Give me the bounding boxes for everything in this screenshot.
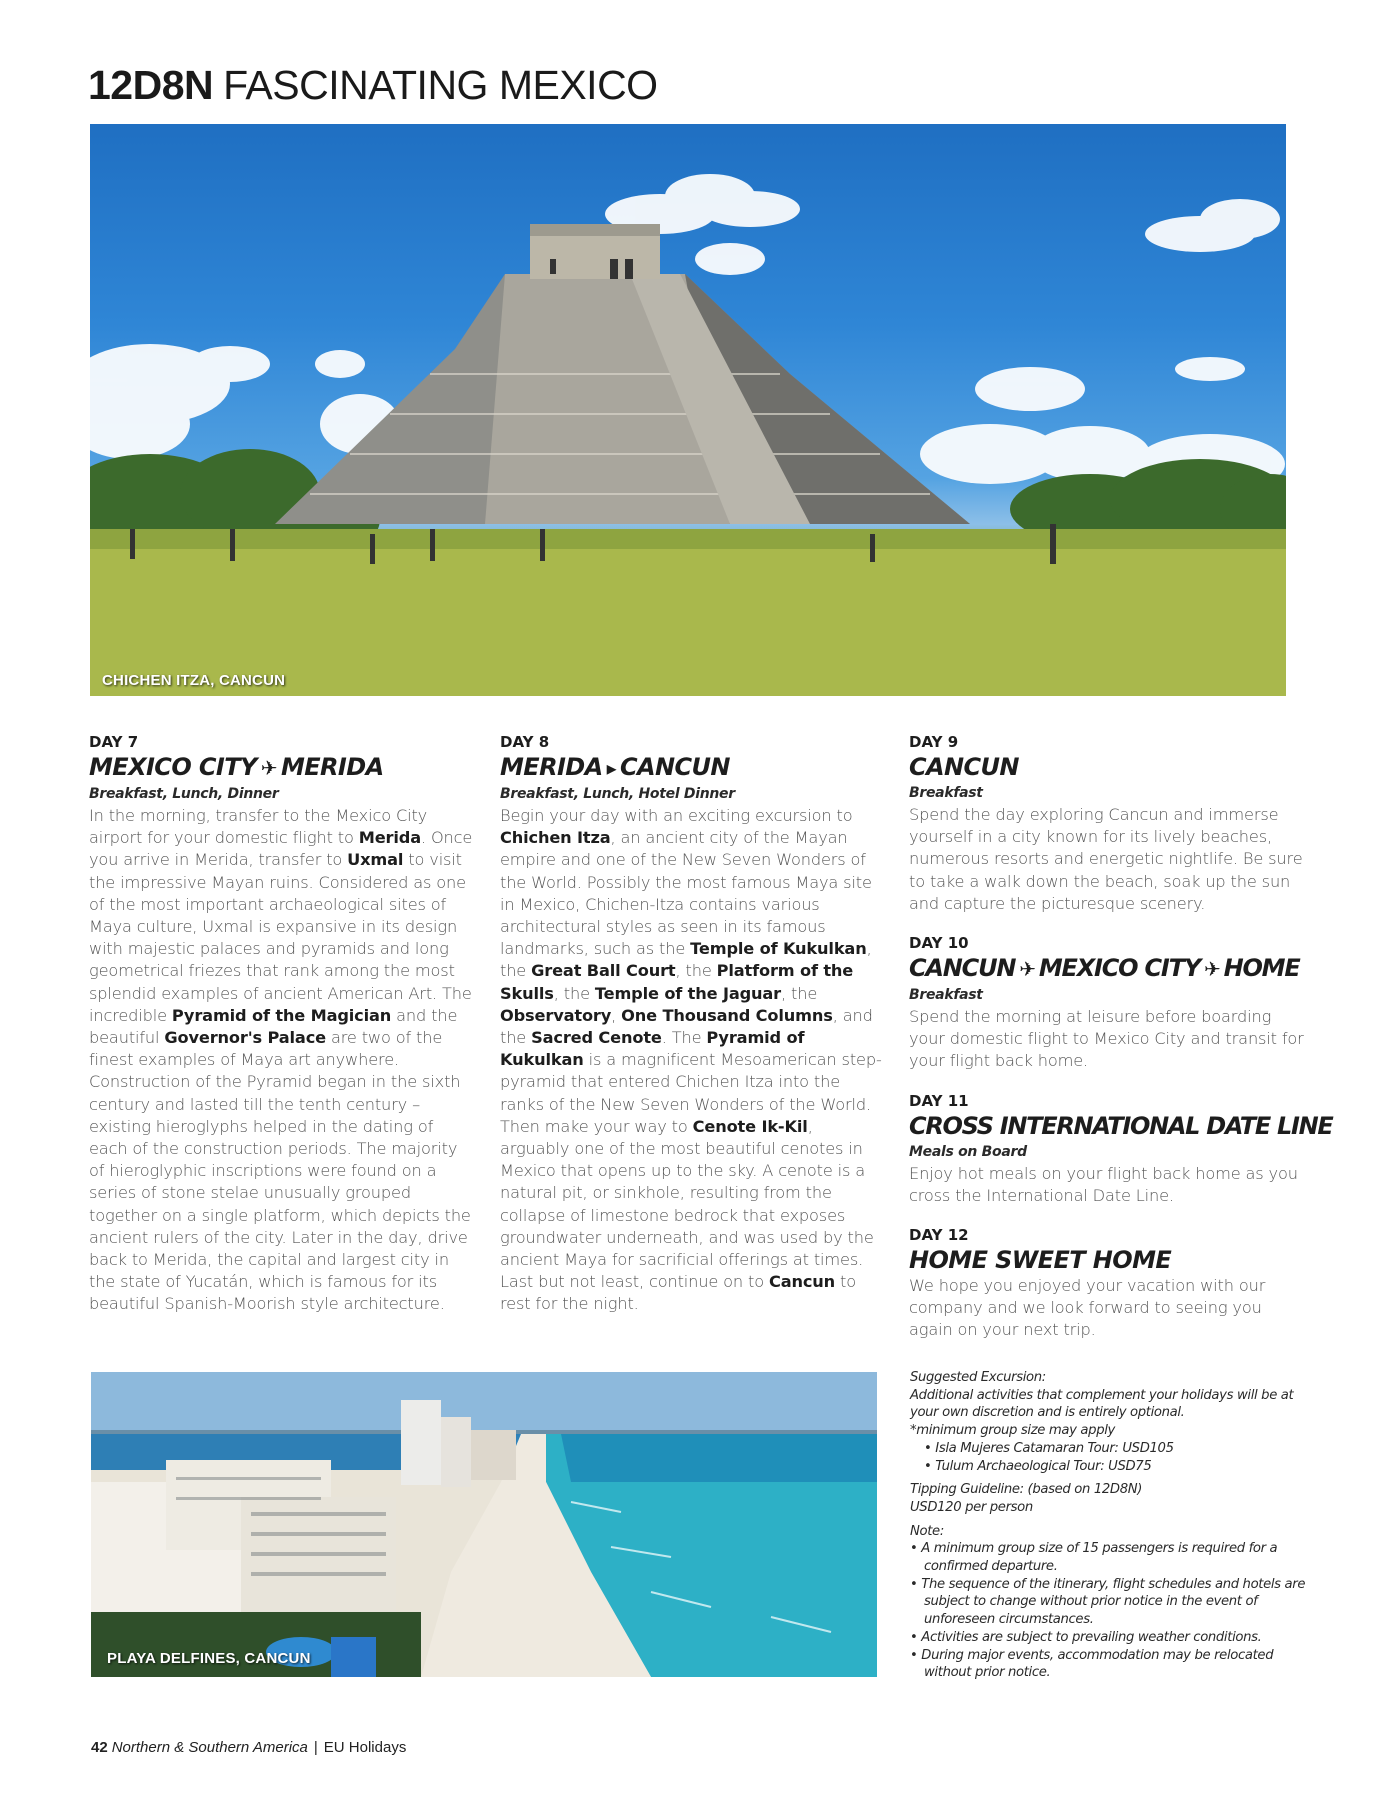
column-day-8 <box>500 732 885 1332</box>
note-item: • During major events, accommodation may be relocated without prior notice. <box>910 1647 1274 1681</box>
day-label: DAY 7 <box>89 733 139 751</box>
day-title: HOME SWEET HOME <box>909 1246 1172 1275</box>
text-run: Spend the day exploring Cancun and immerse yourself in a city known for its lively beaches, numerous resorts and energetic nightlife. Be sure to take a walk down the beach, soak up the sun and capture the picturesque scenery. <box>909 805 1303 913</box>
highlight-place: One Thousand Columns <box>621 1005 833 1025</box>
text-run: to rest for the night. <box>500 1272 857 1314</box>
day-10-block <box>909 933 1304 1073</box>
day-description <box>909 804 1304 915</box>
highlight-place: Chichen Itza <box>500 828 611 848</box>
day-title <box>909 953 1304 984</box>
day-title: CANCUN <box>909 753 1019 781</box>
beach-caption: PLAYA DELFINES, CANCUN <box>107 1650 311 1667</box>
day-title: CROSS INTERNATIONAL DATE LINE <box>909 1111 1333 1140</box>
tour-code: 12D8N <box>88 62 214 108</box>
day-9-block <box>909 732 1304 915</box>
text-run: and the beautiful <box>89 1005 458 1048</box>
page-title <box>88 62 658 109</box>
text-run: . The <box>661 1028 707 1048</box>
text-run: are two of the finest examples of Maya art anywhere. Construction of the Pyramid began in the sixth century and lasted till the tenth century – existing hieroglyphs helped in the dating of each of the construction periods. The majority of hieroglyphic inscriptions were found on a series of stone stelae unusually grouped together on a single platform, which depicts the ancient rulers of the city. Later in the day, drive back to Merida, the capital and largest city in the state of Yucatán, which is famous for its beautiful Spanish-Moorish style architecture. <box>89 1028 471 1314</box>
bullet-icon: • <box>910 1576 918 1592</box>
beach-photo-playa-delfines <box>91 1372 877 1677</box>
page-footer <box>91 1739 406 1756</box>
text-run: , the <box>781 983 818 1003</box>
text-run: , an ancient city of the Mayan empire and one of the New Seven Wonders of the World. Possibly the most famous Maya site in Mexico, Chichen-Itza contains various architectural styles as seen in its famous landmarks, such as the <box>500 828 872 959</box>
text-run: We hope you enjoyed your vacation with our company and we look forward to seeing you again on your next trip. <box>909 1276 1266 1340</box>
highlight-place: Pyramid of Kukulkan <box>500 1028 805 1070</box>
day-description <box>500 805 885 1316</box>
day-label: DAY 8 <box>500 733 550 751</box>
note-heading: Note: <box>910 1523 944 1539</box>
text-run: Enjoy hot meals on your flight back home as you cross the International Date Line. <box>909 1163 1298 1205</box>
excursion-min-note: *minimum group size may apply <box>910 1423 1115 1439</box>
day-8-block <box>500 732 885 1316</box>
highlight-place: Temple of the Jaguar <box>594 983 782 1003</box>
tipping-heading: Tipping Guideline: (based on 12D8N) <box>910 1482 1143 1498</box>
column-days-9-12 <box>909 732 1333 1360</box>
day-label: DAY 12 <box>909 1226 969 1245</box>
note-item: • A minimum group size of 15 passengers is required for a confirmed departure. <box>910 1541 1278 1575</box>
note-item: • The sequence of the itinerary, flight schedules and hotels are subject to change without prior notice in the event of unforeseen circumstances. <box>910 1576 1306 1628</box>
highlight-place: Cancun <box>768 1272 836 1292</box>
text-run: , arguably one of the most beautiful cenotes in Mexico that opens up to the sky. A cenote is a natural pit, or sinkhole, resulting from the collapse of limestone bedrock that exposes groundwater underneath, and was used by the ancient Maya for sacrificial offerings at times. Last but not least, continue on to <box>500 1116 874 1292</box>
day-11-block <box>909 1091 1333 1207</box>
highlight-place: Observatory <box>500 1005 612 1025</box>
excursion-text: Additional activities that complement your holidays will be at your own discretion and is entirely optional. <box>910 1387 1294 1421</box>
column-day-7 <box>89 732 474 1332</box>
meals-included: Breakfast <box>909 785 983 801</box>
bullet-icon: • <box>924 1440 932 1456</box>
brand-name: EU Holidays <box>323 1739 407 1756</box>
day-description <box>909 1163 1304 1207</box>
footer-separator: | <box>313 1739 318 1756</box>
page-number: 42 <box>91 1739 108 1756</box>
day-label: DAY 10 <box>909 934 969 953</box>
text-run: In the morning, transfer to the Mexico City airport for your domestic flight to <box>89 806 428 848</box>
triangle-right-icon: ▸ <box>606 756 617 780</box>
beach-illustration <box>91 1372 877 1677</box>
day-description <box>89 805 474 1316</box>
day-12-block <box>909 1225 1304 1342</box>
day-title-origin: MEXICO CITY <box>89 753 257 781</box>
highlight-place: Great Ball Court <box>531 961 676 981</box>
airplane-icon: ✈ <box>1204 957 1220 982</box>
day-label: DAY 11 <box>909 1091 969 1110</box>
highlight-place: Merida <box>358 828 421 848</box>
bullet-icon: • <box>910 1647 918 1663</box>
text-run: Begin your day with an exciting excursion to <box>500 806 853 825</box>
bullet-icon: • <box>924 1458 932 1474</box>
meals-included: Breakfast, Lunch, Dinner <box>89 786 279 802</box>
day-title-via: MEXICO CITY <box>1038 954 1201 983</box>
highlight-place: Temple of Kukulkan <box>690 939 867 959</box>
text-run: . Once you arrive in Merida, transfer to <box>89 828 473 870</box>
meals-included: Meals on Board <box>909 1143 1027 1160</box>
day-title-origin: MERIDA <box>500 753 603 781</box>
text-run: , and the <box>500 1005 873 1048</box>
excursion-item: • Tulum Archaeological Tour: USD75 <box>924 1458 1152 1474</box>
meals-included: Breakfast, Lunch, Hotel Dinner <box>500 786 735 802</box>
highlight-place: Platform of the Skulls <box>500 961 854 1003</box>
text-run: to visit the impressive Mayan ruins. Considered as one of the most important archaeological sites of Maya culture, Uxmal is expansive in its design with majestic palaces and pyramids and long geometrical friezes that rank among the most splendid examples of ancient American Art. The incredible <box>89 850 472 1025</box>
tour-name: FASCINATING MEXICO <box>223 62 658 108</box>
hero-photo-chichen-itza <box>90 124 1286 696</box>
tipping-block <box>910 1481 1310 1516</box>
text-run: Spend the morning at leisure before boarding your domestic flight to Mexico City and transit for your flight back home. <box>909 1007 1304 1071</box>
excursion-item: • Isla Mujeres Catamaran Tour: USD105 <box>924 1440 1174 1456</box>
highlight-place: Pyramid of the Magician <box>171 1005 392 1025</box>
hero-caption: CHICHEN ITZA, CANCUN <box>102 672 286 689</box>
day-title-origin: CANCUN <box>909 954 1016 983</box>
excursion-heading: Suggested Excursion: <box>910 1370 1046 1385</box>
highlight-place: Governor's Palace <box>164 1028 326 1048</box>
day-title <box>500 752 885 783</box>
tipping-value: USD120 per person <box>910 1499 1033 1515</box>
note-block <box>910 1523 1310 1682</box>
pyramid-illustration <box>90 124 1286 696</box>
airplane-icon: ✈ <box>260 756 277 780</box>
day-title-destination: CANCUN <box>620 753 730 781</box>
note-item: • Activities are subject to prevailing weather conditions. <box>910 1629 1262 1645</box>
airplane-icon: ✈ <box>1019 957 1035 982</box>
day-description <box>909 1006 1304 1073</box>
text-run: , the <box>675 961 717 981</box>
highlight-place: Uxmal <box>347 850 404 870</box>
day-title-destination: HOME <box>1223 954 1300 983</box>
notes-section <box>910 1369 1310 1682</box>
highlight-place: Cenote Ik-Kil <box>692 1116 808 1136</box>
text-run: , the <box>500 939 872 981</box>
bullet-icon: • <box>910 1541 918 1557</box>
day-title-destination: MERIDA <box>280 753 384 781</box>
text-run: is a magnificent Mesoamerican step-pyramid that entered Chichen Itza into the ranks of the New Seven Wonders of the World. Then make your way to <box>500 1050 882 1136</box>
text-run: , <box>611 1005 622 1025</box>
bullet-icon: • <box>910 1629 918 1645</box>
day-description <box>909 1275 1304 1342</box>
day-label: DAY 9 <box>909 733 959 751</box>
section-name: Northern & Southern America <box>111 1739 308 1756</box>
day-7-block <box>89 732 474 1316</box>
highlight-place: Sacred Cenote <box>531 1028 662 1048</box>
text-run: , the <box>553 983 595 1003</box>
meals-included: Breakfast <box>909 987 983 1004</box>
excursion-block <box>910 1369 1310 1475</box>
day-title <box>89 752 474 783</box>
